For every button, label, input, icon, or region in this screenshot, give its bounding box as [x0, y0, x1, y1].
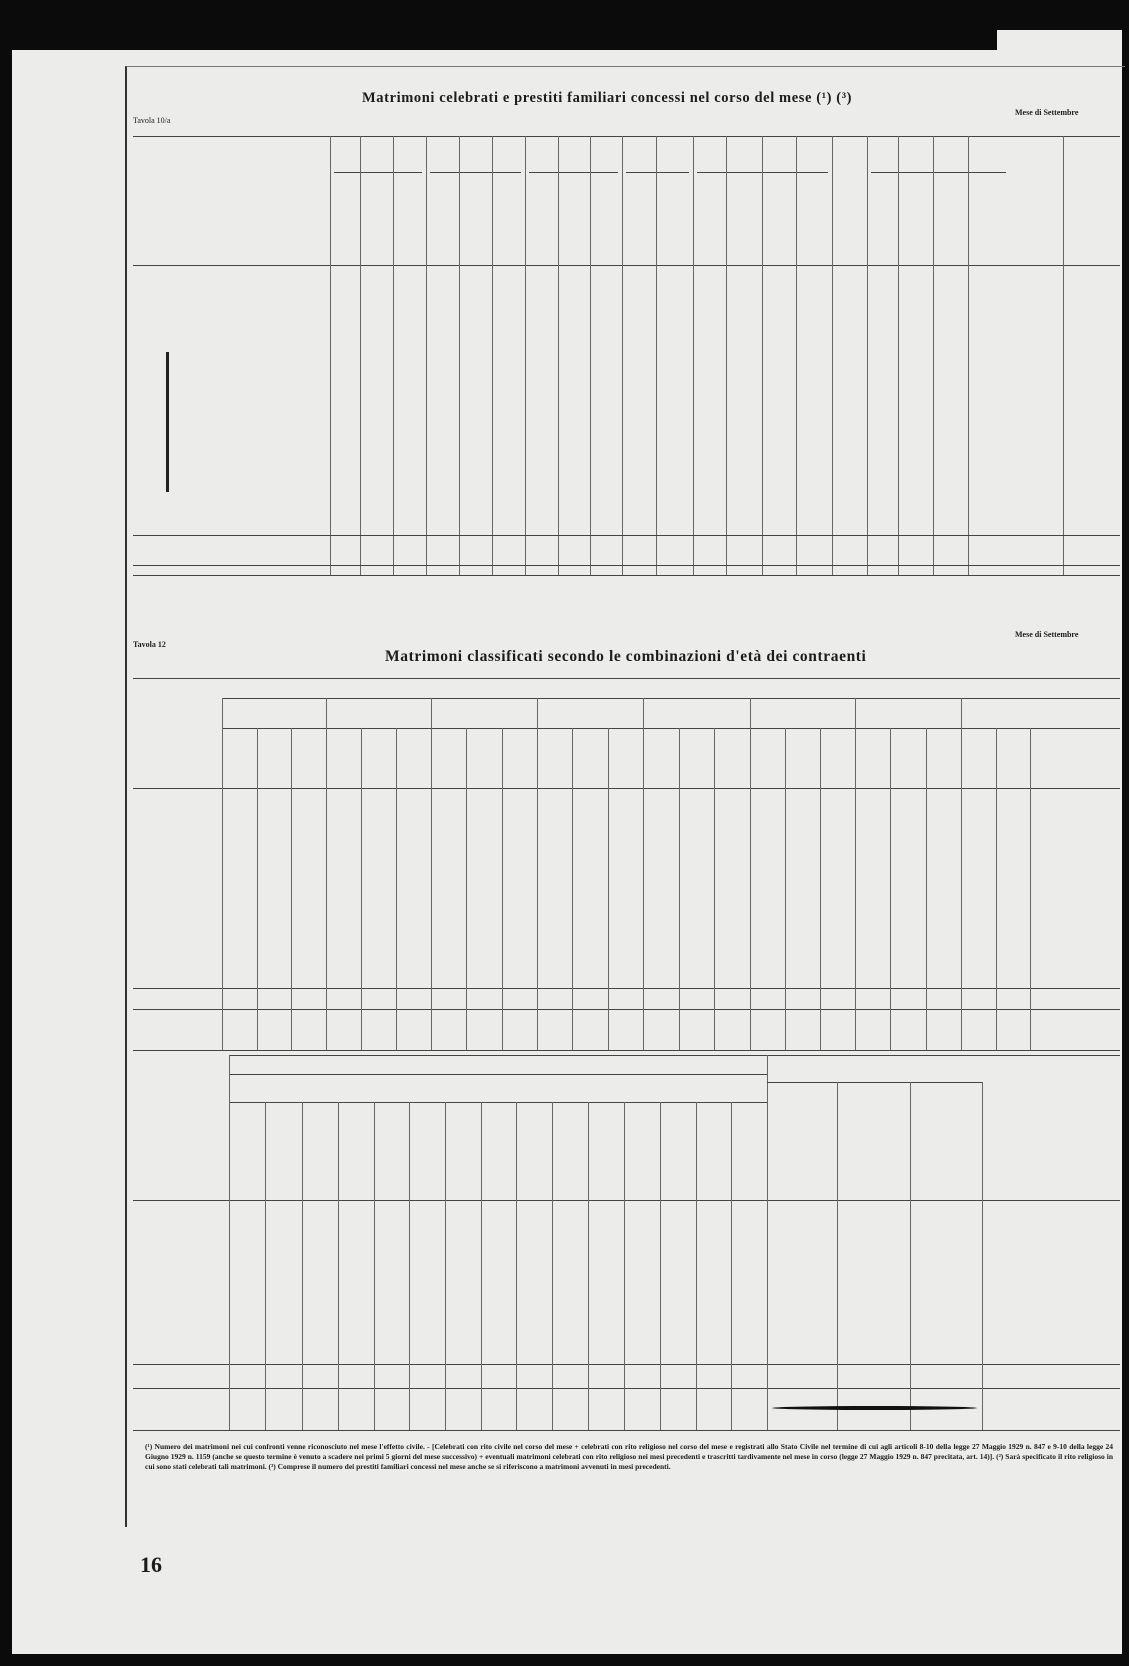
rule	[222, 698, 223, 1050]
rule	[961, 698, 962, 1050]
rule	[837, 1082, 838, 1430]
rule	[229, 1055, 1120, 1056]
rule	[832, 136, 833, 575]
rule	[430, 172, 521, 173]
table10-month: Mese di Settembre	[1015, 108, 1079, 117]
rule	[229, 1102, 767, 1103]
rule	[133, 565, 1120, 566]
rule	[785, 728, 786, 1050]
rule	[731, 1102, 732, 1430]
rule	[338, 1102, 339, 1430]
rule	[871, 172, 1006, 173]
rule	[330, 136, 331, 575]
religioso-brace	[166, 352, 169, 492]
rule	[767, 1055, 768, 1430]
rule	[1030, 728, 1031, 1050]
rule	[133, 788, 1120, 789]
rule	[996, 728, 997, 1050]
rule	[374, 1102, 375, 1430]
rule	[750, 698, 751, 1050]
rule	[590, 136, 591, 575]
rule	[393, 136, 394, 575]
rule	[525, 136, 526, 575]
rule	[396, 728, 397, 1050]
rule	[643, 698, 644, 1050]
rule	[516, 1102, 517, 1430]
rule	[326, 698, 327, 1050]
rule	[133, 1009, 1120, 1010]
rule	[767, 1082, 982, 1083]
rule	[910, 1082, 911, 1430]
rule	[133, 678, 1120, 679]
rule	[726, 136, 727, 575]
scan-smudge	[772, 1406, 977, 1410]
rule	[265, 1102, 266, 1430]
table12-label: Tavola 12	[133, 640, 166, 649]
rule	[257, 728, 258, 1050]
rule	[133, 1364, 1120, 1365]
table12-month: Mese di Settembre	[1015, 630, 1079, 639]
rule	[426, 136, 427, 575]
rule	[459, 136, 460, 575]
rule	[626, 172, 689, 173]
rule	[481, 1102, 482, 1430]
rule	[558, 136, 559, 575]
page-frame	[125, 66, 1125, 1527]
rule	[982, 1082, 983, 1430]
rule	[409, 1102, 410, 1430]
rule	[1063, 136, 1064, 575]
rule	[133, 535, 1120, 536]
rule	[445, 1102, 446, 1430]
rule	[133, 988, 1120, 989]
rule	[608, 728, 609, 1050]
rule	[622, 136, 623, 575]
rule	[229, 1102, 230, 1430]
table12-title: Matrimoni classificati secondo le combinazioni d'età dei contraenti	[385, 648, 867, 665]
rule	[898, 136, 899, 575]
rule	[133, 136, 1120, 137]
rule	[502, 728, 503, 1050]
rule	[360, 136, 361, 575]
rule	[466, 728, 467, 1050]
rule	[291, 728, 292, 1050]
rule	[656, 136, 657, 575]
rule	[968, 136, 969, 575]
rule	[222, 698, 1120, 699]
rule	[855, 698, 856, 1050]
rule	[867, 136, 868, 575]
rule	[762, 136, 763, 575]
rule	[361, 728, 362, 1050]
rule	[133, 265, 1120, 266]
page-number: 16	[140, 1552, 162, 1577]
rule	[229, 1074, 767, 1075]
rule	[926, 728, 927, 1050]
rule	[133, 575, 1120, 576]
rule	[693, 136, 694, 575]
scan-border	[12, 30, 997, 50]
rule	[537, 698, 538, 1050]
rule	[222, 728, 1120, 729]
rule	[933, 136, 934, 575]
rule	[696, 1102, 697, 1430]
rule	[820, 728, 821, 1050]
rule	[714, 728, 715, 1050]
rule	[624, 1102, 625, 1430]
rule	[133, 1430, 1120, 1431]
rule	[796, 136, 797, 575]
rule	[133, 1200, 1120, 1201]
rule	[529, 172, 618, 173]
rule	[133, 1388, 1120, 1389]
rule	[679, 728, 680, 1050]
table10-title: Matrimoni celebrati e prestiti familiari concessi nel corso del mese (¹) (³)	[362, 90, 853, 106]
rule	[588, 1102, 589, 1430]
table10-label: Tavola 10/a	[133, 116, 171, 125]
rule	[552, 1102, 553, 1430]
rule	[302, 1102, 303, 1430]
rule	[660, 1102, 661, 1430]
rule	[492, 136, 493, 575]
rule	[133, 1050, 1120, 1051]
rule	[572, 728, 573, 1050]
rule	[890, 728, 891, 1050]
rule	[431, 698, 432, 1050]
footnote: (¹) Numero dei matrimoni nei cui confronti venne riconosciuto nel mese l'effetto civile. - [Celebrati con rito civile nel corso del mese + celebrati con rito religioso nel corso del mese e registrati allo Stato Civile nel termine di cui agli articoli 8-10 della legge 27 Maggio 1929 n. 847 e 9-10 della legge 24 Giugno 1929 n. 1159 (anche se questo termine è venuto a scadere nei primi 5 giorni del mese successivo) + eventuali matrimoni celebrati con rito religioso nei mesi precedenti e trascritti tardivamente nel mese in corso (legge 27 Maggio 1929 n. 847 precitata, art. 14)]. (²) Sarà specificato il rito religioso in cui sono stati celebrati tali matrimoni. (³) Comprese il numero dei prestiti familiari concessi nel mese anche se si riferiscono a matrimoni avvenuti in mesi precedenti.	[145, 1442, 1113, 1471]
rule	[334, 172, 422, 173]
